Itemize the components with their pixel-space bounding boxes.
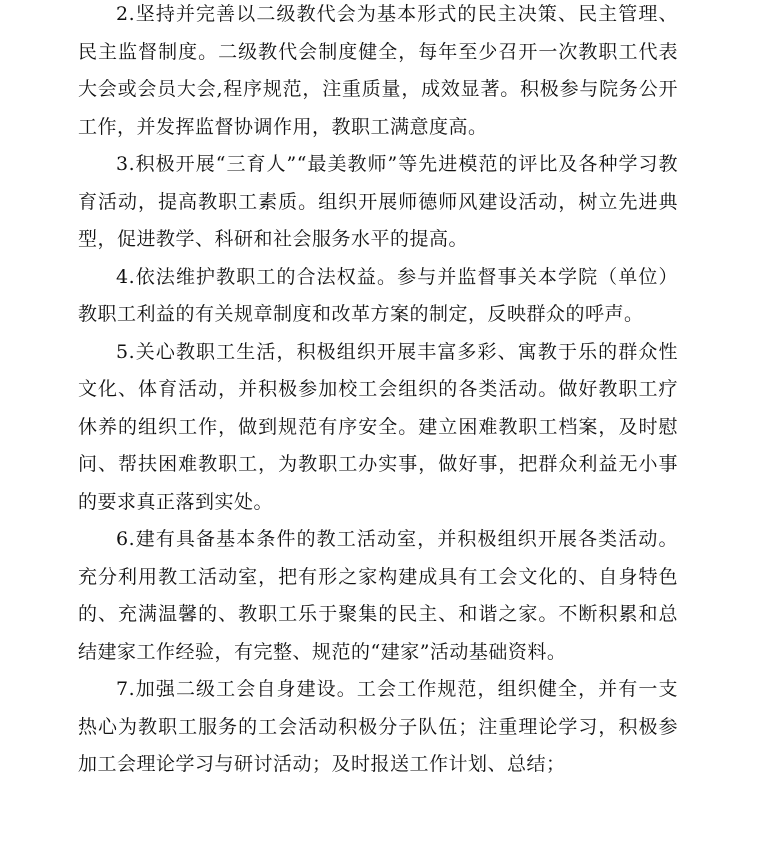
paragraph-item-4: 4.依法维护教职工的合法权益。参与并监督事关本学院（单位）教职工利益的有关规章制度和改革方案的制定，反映群众的呼声。	[78, 265, 678, 325]
paragraph-item-5: 5.关心教职工生活，积极组织开展丰富多彩、寓教于乐的群众性文化、体育活动，并积极参加校工会组织的各类活动。做好教职工疗休养的组织工作，做到规范有序安全。建立困难教职工档案，及时慰问、帮扶困难教职工，为教职工办实事，做好事，把群众利益无小事的要求真正落到实处。	[78, 340, 678, 513]
paragraph-item-2: 2.坚持并完善以二级教代会为基本形式的民主决策、民主管理、民主监督制度。二级教代会制度健全，每年至少召开一次教职工代表大会或会员大会,程序规范，注重质量，成效显著。积极参与院务公开工作，并发挥监督协调作用，教职工满意度高。	[78, 3, 678, 138]
paragraph-item-6: 6.建有具备基本条件的教工活动室，并积极组织开展各类活动。充分利用教工活动室，把有形之家构建成具有工会文化的、自身特色的、充满温馨的、教职工乐于聚集的民主、和谐之家。不断积累和总结建家工作经验，有完整、规范的“建家”活动基础资料。	[78, 528, 678, 663]
document-body	[78, 0, 678, 788]
paragraph-item-3: 3.积极开展“三育人”“最美教师”等先进模范的评比及各种学习教育活动，提高教职工素质。组织开展师德师风建设活动，树立先进典型，促进教学、科研和社会服务水平的提高。	[78, 153, 678, 250]
paragraph-item-7: 7.加强二级工会自身建设。工会工作规范，组织健全，并有一支热心为教职工服务的工会活动积极分子队伍；注重理论学习，积极参加工会理论学习与研讨活动；及时报送工作计划、总结；	[78, 678, 678, 775]
